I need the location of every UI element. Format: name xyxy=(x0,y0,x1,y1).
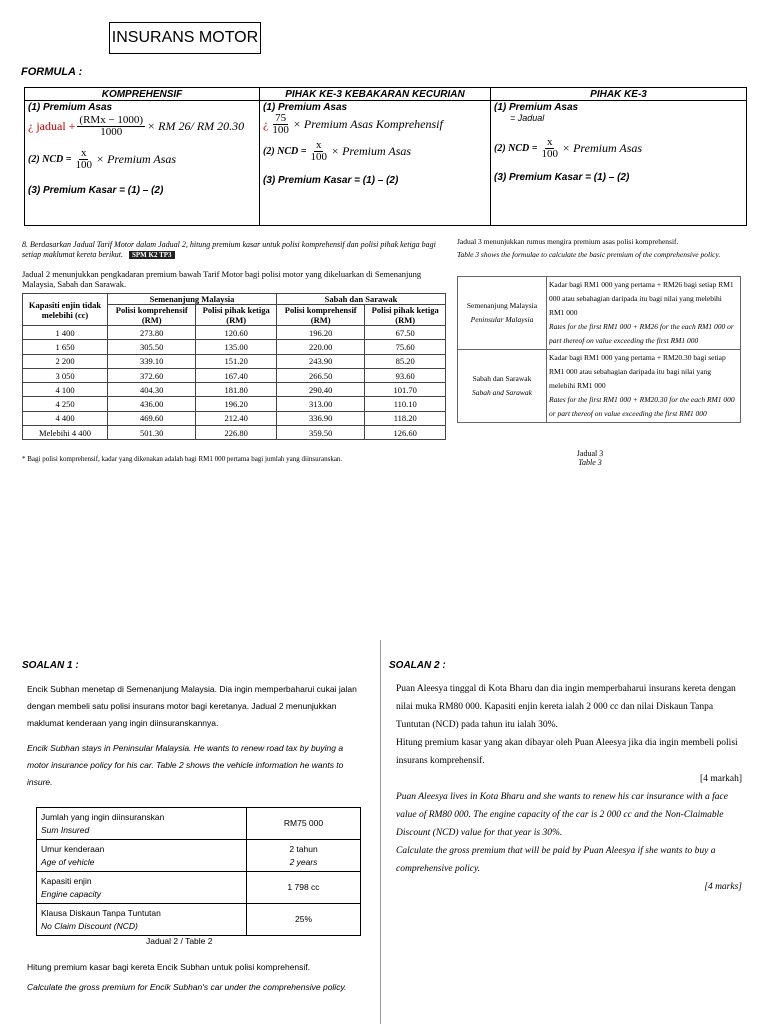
rates-cell: 436.00 xyxy=(108,397,196,411)
math-denominator: 1000 xyxy=(100,126,123,138)
soalan-2-body xyxy=(396,680,742,896)
vehicle-value xyxy=(247,872,361,904)
formula-step-1: (1) Premium Asas xyxy=(263,102,348,113)
rates-cell: 359.50 xyxy=(276,426,364,440)
ncd-label: (2) NCD = xyxy=(28,154,72,165)
vehicle-field xyxy=(37,904,247,936)
formula-ncd xyxy=(28,148,256,171)
rates-row xyxy=(23,426,446,440)
rates-header-peninsular: Semenanjung Malaysia xyxy=(108,294,277,305)
field-ms: Jumlah yang ingin diinsuranskan xyxy=(41,811,165,822)
formula-basic-premium-comprehensive xyxy=(28,115,256,138)
soalan-2-marks-ms: [4 markah] xyxy=(700,774,742,784)
value-ms: 25% xyxy=(294,914,312,924)
caption-en: Table 3 xyxy=(578,458,602,467)
formula-step-3: (3) Premium Kasar = (1) – (2) xyxy=(494,172,630,183)
rule-ms: Kadar bagi RM1 000 yang pertama + RM20.30 bagi setiap RM1 000 atau sebahagian daripada itu bagi nilai yang melebihi RM1 000 xyxy=(549,353,726,390)
region-ms: Semenanjung Malaysia xyxy=(466,301,538,310)
formula-label: FORMULA : xyxy=(21,66,83,78)
rates-header-sabah-sarawak: Sabah dan Sarawak xyxy=(276,294,445,305)
region-en: Sabah and Sarawak xyxy=(472,388,532,397)
rates-cell: 4 250 xyxy=(23,397,108,411)
formula-step-1: (1) Premium Asas xyxy=(28,102,113,113)
jadual2-caption: Jadual 2 / Table 2 xyxy=(146,936,213,946)
soalan-1-task-en: Calculate the gross premium for Encik Subhan's car under the comprehensive policy. xyxy=(27,982,347,992)
math-suffix: × Premium Asas xyxy=(561,141,643,155)
rates-cell: 469.60 xyxy=(108,411,196,425)
jadual3-row xyxy=(458,277,741,350)
soalan-2-para-en: Puan Aleesya lives in Kota Bharu and she wants to renew his car insurance with a face value of RM80 000. The engine capacity of the car is 2 000 cc and the Non-Claimable Discount (NCD) value for that year is 30%. xyxy=(396,792,728,838)
rates-cell: 135.00 xyxy=(196,340,277,354)
rates-cell: 372.60 xyxy=(108,368,196,382)
math-denominator: 100 xyxy=(541,148,558,160)
vehicle-value xyxy=(247,808,361,840)
field-ms: Umur kenderaan xyxy=(41,843,105,854)
jadual3-intro xyxy=(457,235,742,261)
rates-cell: 1 650 xyxy=(23,340,108,354)
math-prefix: ¿ jadual + xyxy=(28,119,76,133)
formula-basic-premium-tpft xyxy=(263,113,487,136)
jadual3-caption xyxy=(560,449,620,467)
soalan-1-para-ms: Encik Subhan menetap di Semenanjung Malaysia. Dia ingin memperbaharui cukai jalan dengan membeli satu polisi insurans motor bagi keretanya. Jadual 2 menunjukkan maklumat kenderaan yang ingin diinsuranskannya. xyxy=(27,684,357,728)
rates-footnote: * Bagi polisi komprehensif, kadar yang dikenakan adalah bagi RM1 000 pertama bagi jumlah yang diinsuranskan. xyxy=(22,455,343,463)
rates-cell: 196.20 xyxy=(276,326,364,340)
soalan-2-para-ms: Puan Aleesya tinggal di Kota Bharu dan dia ingin memperbaharui insurans kereta dengan nilai muka RM80 000. Kapasiti enjin kereta ialah 2 000 cc dan nilai Diskaun Tanpa Tuntutan (NCD) pada tahun itu ialah 30%. xyxy=(396,684,736,730)
formula-step-3: (3) Premium Kasar = (1) – (2) xyxy=(263,175,399,186)
vehicle-field xyxy=(37,872,247,904)
rates-cell: 336.90 xyxy=(276,411,364,425)
value-ms: 2 tahun xyxy=(289,843,318,854)
rates-cell: 212.40 xyxy=(196,411,277,425)
spm-badge: SPM K2 TP3 xyxy=(129,251,175,259)
rule-en: Rates for the first RM1 000 + RM26 for the each RM1 000 or part thereof on value exceeding the first RM1 000 xyxy=(549,322,734,345)
rates-row xyxy=(23,397,446,411)
jadual2-intro: Jadual 2 menunjukkan pengkadaran premium bawah Tarif Motor bagi polisi motor yang dikeluarkan di Semenanjung Malaysia, Sabah dan Sarawak. xyxy=(22,269,422,289)
rates-row xyxy=(23,368,446,382)
column-divider xyxy=(380,640,381,1024)
question-8 xyxy=(22,240,450,260)
page-title: INSURANS MOTOR xyxy=(109,22,261,54)
math-numerator: x xyxy=(80,147,87,159)
math-fraction xyxy=(308,140,329,163)
rates-cell: 313.00 xyxy=(276,397,364,411)
formula-ncd xyxy=(263,140,487,163)
vehicle-value xyxy=(247,840,361,872)
rates-cell: 4 400 xyxy=(23,411,108,425)
jadual3-intro-ms: Jadual 3 menunjukkan rumus mengira premium asas polisi komprehensif. xyxy=(457,237,679,246)
rule-ms: Kadar bagi RM1 000 yang pertama + RM26 bagi setiap RM1 000 atau sebahagian daripada itu bagi nilai yang melebihi RM1 000 xyxy=(549,280,734,317)
value-ms: 1 798 cc xyxy=(287,882,320,892)
soalan-2-task-ms: Hitung premium kasar yang akan dibayar oleh Puan Aleesya jika dia ingin membeli polisi insurans komprehensif. xyxy=(396,738,738,766)
rates-table xyxy=(22,293,446,440)
rates-cell: 110.10 xyxy=(365,397,446,411)
soalan-1-heading: SOALAN 1 : xyxy=(22,660,79,671)
rates-row xyxy=(23,326,446,340)
soalan-2-task-en: Calculate the gross premium that will be paid by Puan Aleesya if she wants to buy a comprehensive policy. xyxy=(396,846,716,874)
math-numerator: 75 xyxy=(275,112,287,124)
soalan-1-task-ms: Hitung premium kasar bagi kereta Encik Subhan untuk polisi komprehensif. xyxy=(27,962,311,972)
rates-cell: 67.50 xyxy=(365,326,446,340)
formula-cell-third-party-fire-theft xyxy=(260,101,491,226)
math-fraction xyxy=(270,113,291,136)
rates-cell: 93.60 xyxy=(365,368,446,382)
vehicle-value xyxy=(247,904,361,936)
rates-row xyxy=(23,340,446,354)
value-en: 2 years xyxy=(289,856,318,867)
rule-en: Rates for the first RM1 000 + RM20.30 for the each RM1 000 or part thereof on value exceeding the first RM1 000 xyxy=(549,395,735,418)
field-en: Age of vehicle xyxy=(41,856,95,867)
formula-header-comprehensive: KOMPREHENSIF xyxy=(25,88,260,101)
jadual3-rule xyxy=(547,350,741,423)
formula-step-1: (1) Premium Asas xyxy=(494,102,579,113)
formula-ncd xyxy=(494,137,743,160)
rates-cell: 404.30 xyxy=(108,383,196,397)
jadual3-region xyxy=(458,277,547,350)
formula-header-third-party-fire-theft: PIHAK KE-3 KEBAKARAN KECURIAN xyxy=(260,88,491,101)
rates-subheader-comprehensive: Polisi komprehensif (RM) xyxy=(108,305,196,326)
rates-cell: 4 100 xyxy=(23,383,108,397)
rates-cell: 120.60 xyxy=(196,326,277,340)
vehicle-row xyxy=(37,808,361,840)
math-fraction xyxy=(73,148,94,171)
jadual3-rule xyxy=(547,277,741,350)
soalan-2-marks-en: [4 marks] xyxy=(704,882,742,892)
soalan-1-vehicle-table xyxy=(36,807,361,936)
rates-subheader-third-party: Polisi pihak ketiga (RM) xyxy=(196,305,277,326)
rates-cell: 243.90 xyxy=(276,354,364,368)
rates-cell: 1 400 xyxy=(23,326,108,340)
rates-cell: 118.20 xyxy=(365,411,446,425)
rates-cell: 220.00 xyxy=(276,340,364,354)
rates-cell: 151.20 xyxy=(196,354,277,368)
jadual3-region xyxy=(458,350,547,423)
rates-cell: Melebihi 4 400 xyxy=(23,426,108,440)
formula-jadual: = Jadual xyxy=(510,113,545,123)
math-numerator: x xyxy=(546,136,553,148)
rates-cell: 2 200 xyxy=(23,354,108,368)
vehicle-field xyxy=(37,808,247,840)
vehicle-row xyxy=(37,872,361,904)
formula-cell-comprehensive xyxy=(25,101,260,226)
rates-cell: 290.40 xyxy=(276,383,364,397)
rates-cell: 273.80 xyxy=(108,326,196,340)
field-ms: Kapasiti enjin xyxy=(41,875,92,886)
rates-cell: 3 050 xyxy=(23,368,108,382)
field-ms: Klausa Diskaun Tanpa Tuntutan xyxy=(41,907,161,918)
math-denominator: 100 xyxy=(75,159,92,171)
question-8-text: 8. Berdasarkan Jadual Tarif Motor dalam Jadual 2, hitung premium kasar untuk polisi komprehensif dan polisi pihak ketiga bagi setiap maklumat kereta berikut. xyxy=(22,240,436,259)
rates-body xyxy=(23,326,446,440)
rates-cell: 339.10 xyxy=(108,354,196,368)
rates-row xyxy=(23,411,446,425)
region-ms: Sabah dan Sarawak xyxy=(472,374,532,383)
field-en: No Claim Discount (NCD) xyxy=(41,920,138,931)
rates-cell: 266.50 xyxy=(276,368,364,382)
rates-cell: 181.80 xyxy=(196,383,277,397)
rates-cell: 501.30 xyxy=(108,426,196,440)
vehicle-row xyxy=(37,904,361,936)
rates-subheader-comprehensive: Polisi komprehensif (RM) xyxy=(276,305,364,326)
vehicle-field xyxy=(37,840,247,872)
math-fraction xyxy=(77,115,145,138)
math-suffix: × Premium Asas Komprehensif xyxy=(292,117,443,131)
math-suffix: × Premium Asas xyxy=(330,144,412,158)
math-suffix: × Premium Asas xyxy=(95,152,177,166)
rates-subheader-third-party: Polisi pihak ketiga (RM) xyxy=(365,305,446,326)
field-en: Engine capacity xyxy=(41,888,102,899)
caption-ms: Jadual 3 xyxy=(576,449,604,458)
rates-cell: 305.50 xyxy=(108,340,196,354)
value-ms: RM75 000 xyxy=(283,818,324,828)
formula-table xyxy=(24,87,747,226)
rates-cell: 167.40 xyxy=(196,368,277,382)
math-denominator: 100 xyxy=(272,124,289,136)
math-suffix: × RM 26/ RM 20.30 xyxy=(147,119,245,133)
vehicle-row xyxy=(37,840,361,872)
math-numerator: x xyxy=(315,139,322,151)
rates-header-capacity: Kapasiti enjin tidak melebihi (cc) xyxy=(23,294,108,326)
rates-row xyxy=(23,383,446,397)
formula-step-3: (3) Premium Kasar = (1) – (2) xyxy=(28,185,164,196)
rates-cell: 126.60 xyxy=(365,426,446,440)
rates-cell: 85.20 xyxy=(365,354,446,368)
rates-cell: 101.70 xyxy=(365,383,446,397)
rates-cell: 226.80 xyxy=(196,426,277,440)
soalan-2-heading: SOALAN 2 : xyxy=(389,660,446,671)
ncd-label: (2) NCD = xyxy=(263,146,307,157)
jadual3-row xyxy=(458,350,741,423)
rates-cell: 75.60 xyxy=(365,340,446,354)
rates-row xyxy=(23,354,446,368)
math-prefix: ¿ xyxy=(263,117,269,131)
math-denominator: 100 xyxy=(310,151,327,163)
soalan-1-para-en: Encik Subhan stays in Peninsular Malaysia. He wants to renew road tax by buying a motor insurance policy for his car. Table 2 shows the vehicle information he wants to insure. xyxy=(27,743,344,787)
formula-cell-third-party xyxy=(491,101,747,226)
math-fraction xyxy=(539,137,560,160)
vehicle-table-body xyxy=(37,808,361,936)
math-numerator: (RMx − 1000) xyxy=(79,114,144,126)
jadual3-table xyxy=(457,276,741,423)
rates-cell: 196.20 xyxy=(196,397,277,411)
ncd-label: (2) NCD = xyxy=(494,143,538,154)
formula-header-third-party: PIHAK KE-3 xyxy=(491,88,747,101)
field-en: Sum Insured xyxy=(41,824,90,835)
jadual3-intro-en: Table 3 shows the formulae to calculate the basic premium of the comprehensive policy. xyxy=(457,250,721,259)
region-en: Peninsular Malaysia xyxy=(470,315,534,324)
